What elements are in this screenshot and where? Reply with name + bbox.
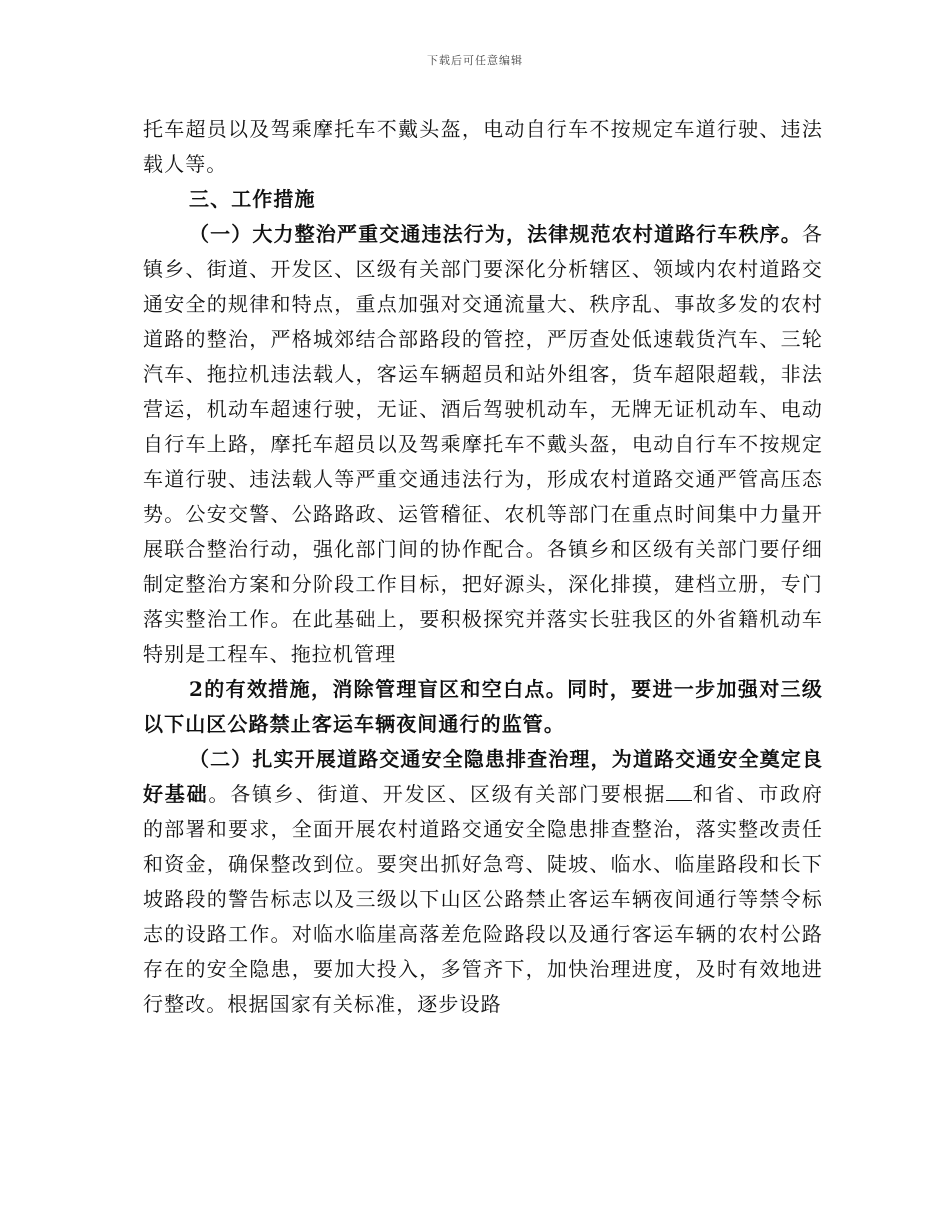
measure-2-text-part2: 和省、市政府的部署和要求，全面开展农村道路交通安全隐患排查整治，落实整改责任和资金，确保整改到位。要突出抓好急弯、陡坡、临水、临崖路段和长下坡路段的警告标志以及三级以下山区公路禁止客运车辆夜间通行等禁令标志的设路工作。对临水临崖高落差危险路段以及通行客运车辆的农村公路存在的安全隐患，要加大投入，多管齐下，加快治理进度，及时有效地进行整改。根据国家有关标准，逐步设路 <box>143 782 823 1016</box>
section-title: 三、工作措施 <box>189 187 316 211</box>
page-header: 下载后可任意编辑 <box>427 54 523 67</box>
measure-1-text: 各镇乡、街道、开发区、区级有关部门要深化分析辖区、领域内农村道路交通安全的规律和特点，重点加强对交通流量大、秩序乱、事故多发的农村道路的整治，严格城郊结合部路段的管控，严厉查处低速载货汽车、三轮汽车、拖拉机违法载人，客运车辆超员和站外组客，货车超限超载，非法营运，机动车超速行驶，无证、酒后驾驶机动车，无牌无证机动车、电动自行车上路，摩托车超员以及驾乘摩托车不戴头盔，电动自行车不按规定车道行驶、违法载人等严重交通违法行为，形成农村道路交通严管高压态势。公安交警、公路路政、运管稽征、农机等部门在重点时间集中力量开展联合整治行动，强化部门间的协作配合。各镇乡和区级有关部门要仔细制定整治方案和分阶段工作目标，把好源头，深化排摸，建档立册，专门落实整治工作。在此基础上，要积极探究并落实长驻我区的外省籍机动车特别是工程车、拖拉机管理 <box>143 222 823 666</box>
paragraph-continuation: 托车超员以及驾乘摩托车不戴头盔，电动自行车不按规定车道行驶、违法载人等。 <box>143 117 823 176</box>
paragraph-measure-2 <box>143 742 823 1022</box>
measure-2-heading: （二）扎实开展道路交通安全隐患排查治理，为道路交通安全奠定良好基础 <box>143 747 823 806</box>
document-body <box>143 112 823 1022</box>
paragraph-measure-1-continued: 2的有效措施，消除管理盲区和空白点。同时，要进一步加强对三级以下山区公路禁止客运车辆夜间通行的监管。 <box>143 677 823 736</box>
blank-underline <box>666 782 692 801</box>
measure-1-heading: （一）大力整治严重交通违法行为，法律规范农村道路行车秩序。 <box>189 222 802 246</box>
measure-2-text-part1: 。各镇乡、街道、开发区、区级有关部门要根据 <box>208 782 667 806</box>
paragraph-measure-1 <box>143 217 823 672</box>
